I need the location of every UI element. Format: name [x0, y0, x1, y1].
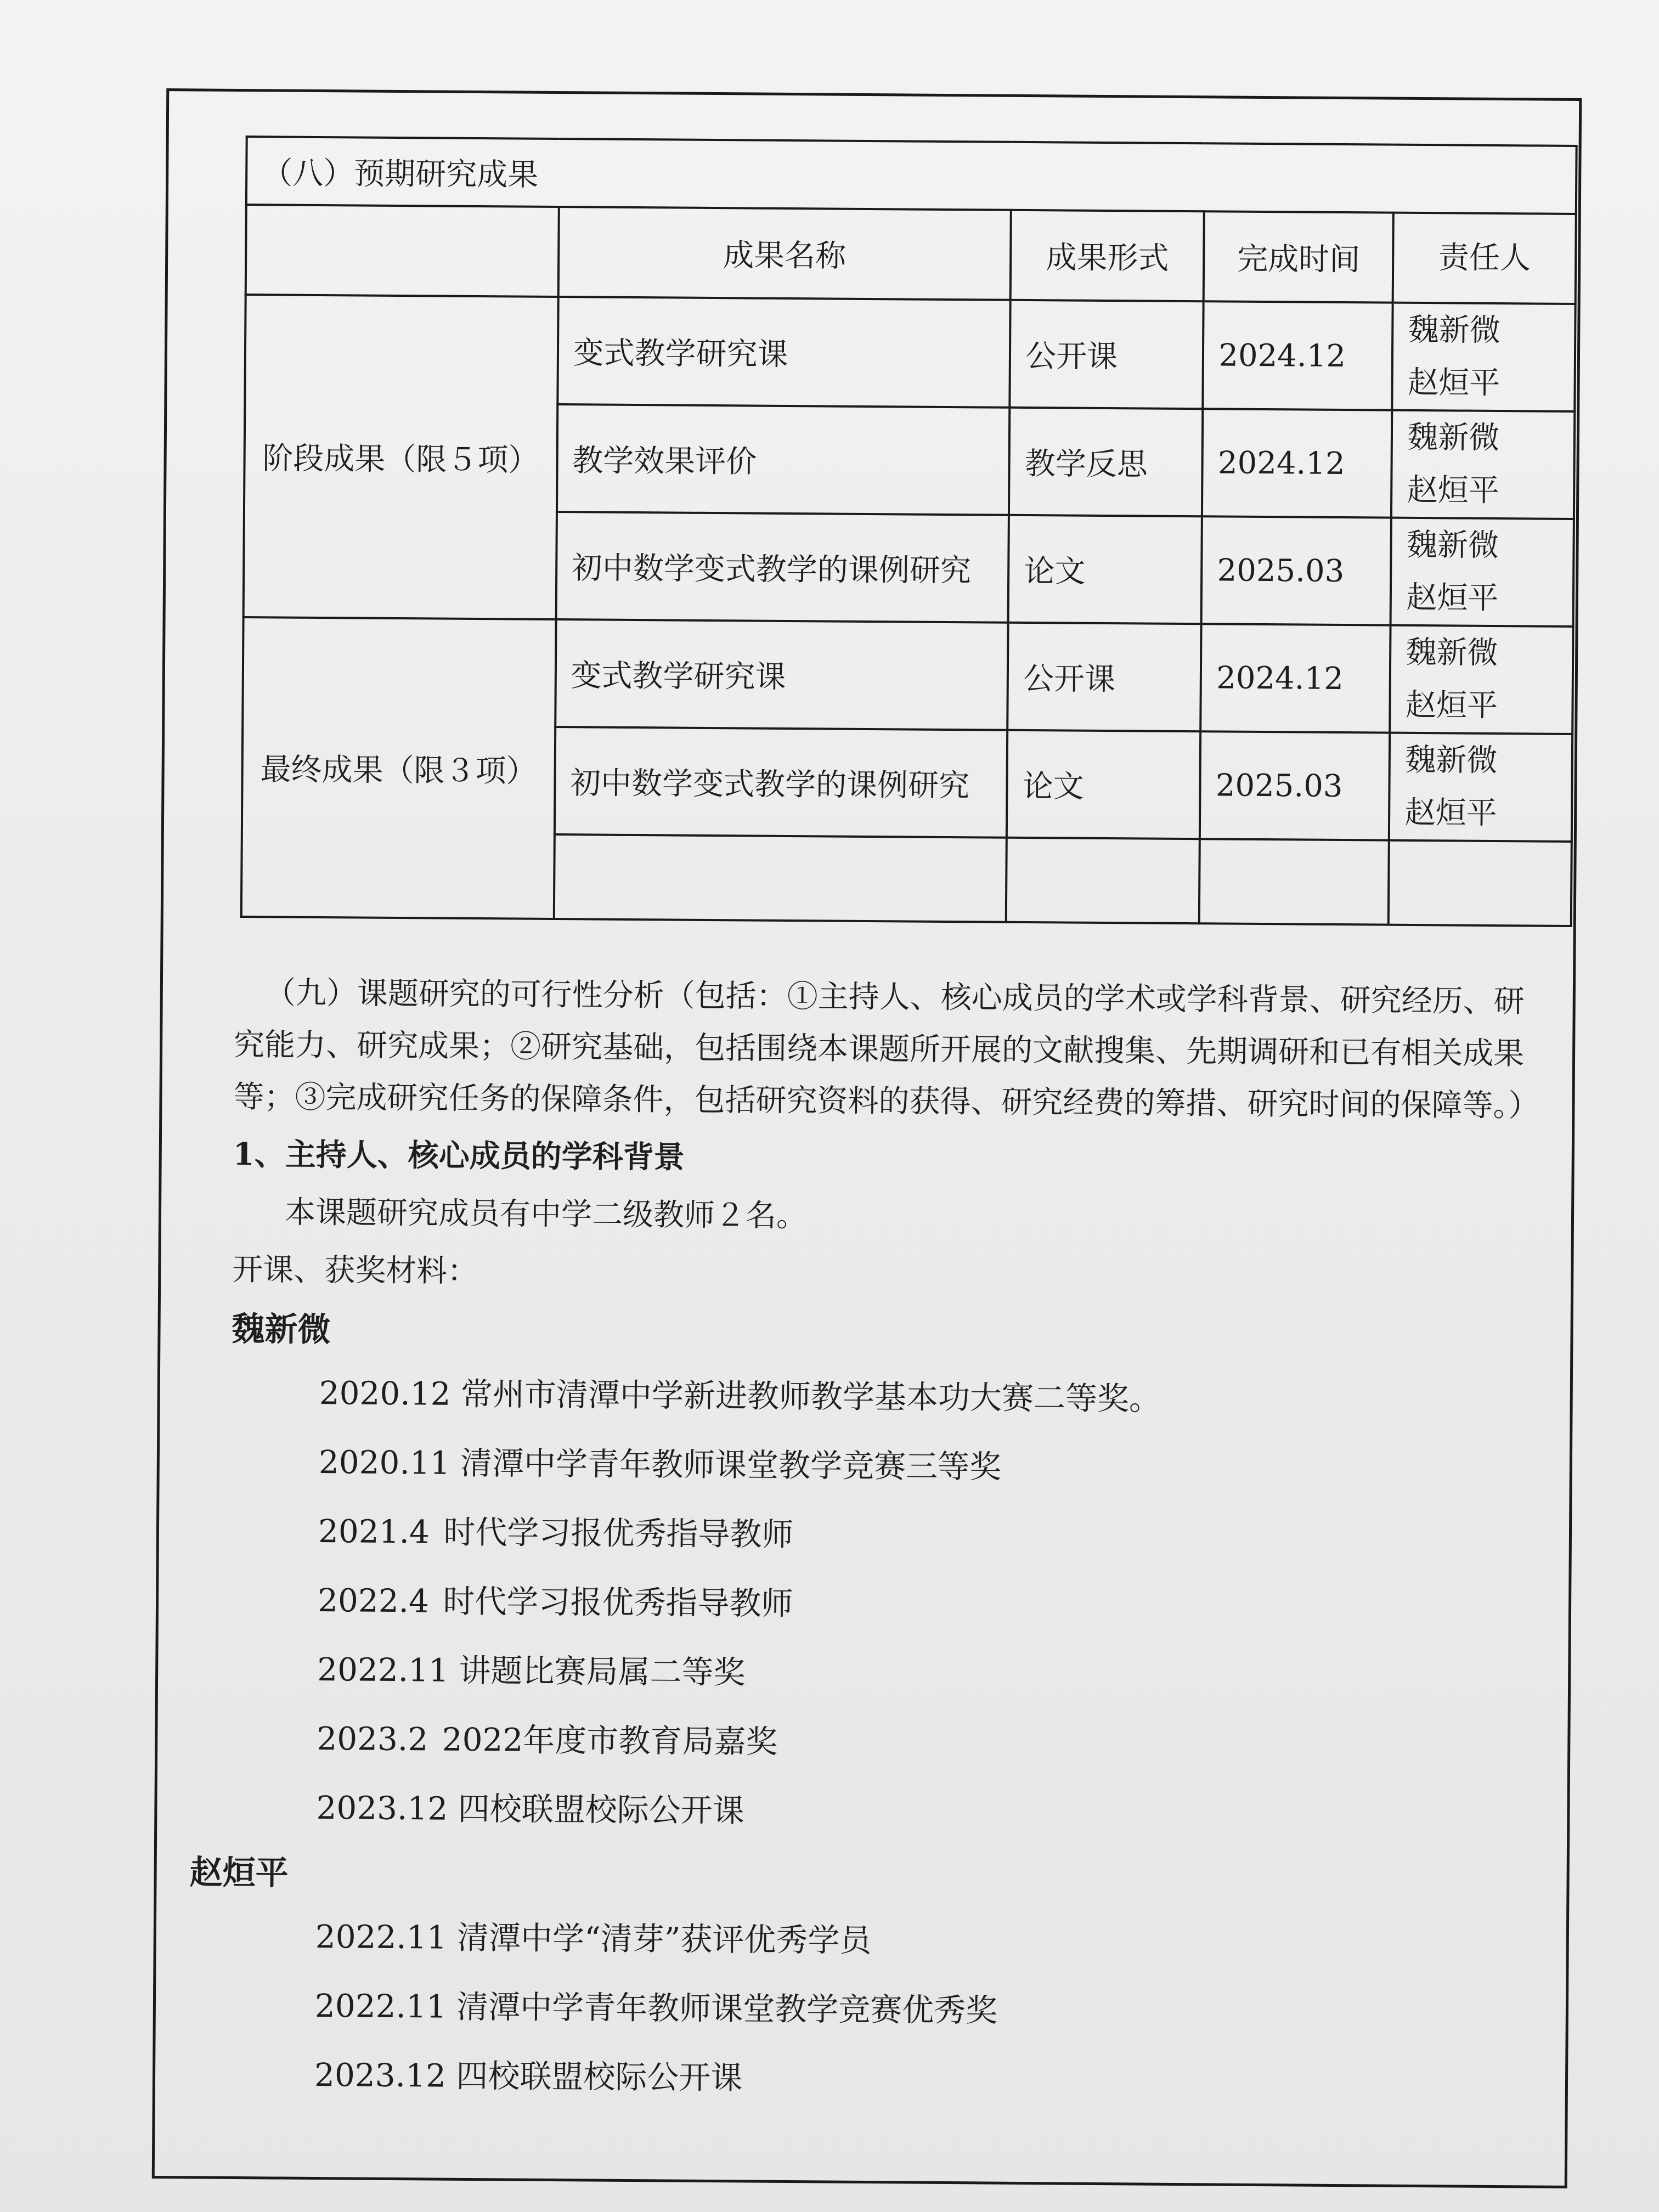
responsible-person: 魏新微 [1407, 419, 1500, 456]
result-name: 初中数学变式教学的课例研究 [556, 512, 1009, 623]
award-text: 清潭中学青年教师课堂教学竞赛三等奖 [460, 1444, 1002, 1486]
award-date: 2022.11 [314, 1987, 447, 2025]
award-text: 四校联盟校际公开课 [458, 1790, 744, 1830]
result-form: 论文 [1008, 515, 1203, 624]
table-row [245, 295, 1575, 411]
section9-intro: （九）课题研究的可行性分析（包括：①主持人、核心成员的学术或学科背景、研究经历、研究能力、研究成果；②研究基础，包括围绕本课题所开展的文献搜集、先期调研和已有相关成果等；③完成研究任务的保障条件，包括研究资料的获得、研究经费的筹措、研究时间的保障等。） [233, 975, 1539, 1124]
list-item [227, 1904, 1544, 1978]
responsible-person: 赵烜平 [1405, 687, 1498, 724]
responsible-person: 魏新微 [1406, 527, 1499, 564]
result-form: 教学反思 [1009, 408, 1203, 516]
list-item [229, 1637, 1547, 1711]
award-text: 时代学习报优秀指导教师 [443, 1582, 793, 1623]
award-date: 2022.11 [317, 1651, 449, 1689]
result-form: 公开课 [1010, 300, 1204, 409]
table-row [242, 617, 1573, 734]
responsible-person: 赵烜平 [1406, 579, 1499, 617]
result-time: 2024.12 [1201, 624, 1391, 732]
award-text: 清潭中学青年教师课堂教学竞赛优秀奖 [456, 1988, 998, 2029]
responsible-person: 魏新微 [1406, 634, 1498, 672]
list-item [230, 1429, 1548, 1503]
list-item [230, 1498, 1548, 1572]
result-name: 变式教学研究课 [555, 619, 1008, 730]
list-item [230, 1567, 1547, 1641]
list-item [229, 1706, 1546, 1780]
section9-heading-1: 1、主持人、核心成员的学科背景 [233, 1136, 685, 1176]
list-item [227, 1973, 1544, 2047]
award-date: 2022.11 [315, 1918, 447, 1956]
list-item [227, 2042, 1544, 2116]
result-time: 2025.03 [1200, 731, 1390, 840]
result-name: 教学效果评价 [557, 404, 1010, 515]
responsible-person: 魏新微 [1405, 742, 1498, 779]
person-name: 魏新微 [232, 1310, 331, 1350]
result-name: 变式教学研究课 [557, 297, 1011, 408]
materials-label: 开课、获奖材料： [232, 1251, 478, 1290]
result-form: 论文 [1007, 730, 1201, 839]
section8-title: （八）预期研究成果 [246, 137, 1577, 214]
result-responsible [1390, 625, 1573, 734]
award-text: 讲题比赛局属二等奖 [459, 1651, 746, 1691]
responsible-person: 赵烜平 [1404, 794, 1497, 832]
award-date: 2023.2 [317, 1720, 428, 1758]
award-date: 2021.4 [318, 1513, 430, 1551]
result-form: 公开课 [1007, 623, 1201, 731]
header-result-form: 成果形式 [1011, 210, 1204, 301]
stage-results-label: 阶段成果（限５项） [244, 295, 558, 619]
award-text: 四校联盟校际公开课 [456, 2057, 743, 2097]
header-result-name: 成果名称 [558, 207, 1011, 300]
responsible-person: 魏新微 [1408, 312, 1501, 349]
list-item [228, 1775, 1545, 1849]
responsible-person: 赵烜平 [1407, 364, 1500, 402]
expected-results-table [240, 136, 1578, 927]
award-list [228, 1360, 1548, 1849]
person-name: 赵烜平 [189, 1853, 289, 1893]
award-date: 2020.11 [318, 1443, 450, 1482]
result-responsible [1391, 410, 1575, 519]
award-date: 2020.12 [319, 1374, 451, 1413]
list-item [231, 1360, 1548, 1434]
header-empty-cell [246, 205, 559, 297]
header-responsible: 责任人 [1393, 213, 1576, 304]
responsible-person: 赵烜平 [1407, 472, 1499, 509]
award-date: 2023.12 [314, 2056, 447, 2095]
members-text: 本课题研究成员有中学二级教师２名。 [284, 1194, 808, 1234]
final-results-label: 最终成果（限３项） [241, 617, 556, 919]
empty-cell [1006, 838, 1200, 923]
result-name: 初中数学变式教学的课例研究 [554, 727, 1007, 838]
result-responsible [1392, 303, 1576, 411]
award-text: 清潭中学“清芽”获评优秀学员 [456, 1918, 872, 1960]
header-completion-time: 完成时间 [1204, 211, 1393, 302]
result-time: 2025.03 [1201, 516, 1391, 625]
empty-cell [554, 834, 1007, 922]
result-responsible [1389, 733, 1572, 842]
award-text: 2022年度市教育局嘉奖 [442, 1720, 778, 1760]
result-time: 2024.12 [1203, 301, 1393, 410]
page-frame [152, 88, 1582, 2188]
award-text: 时代学习报优秀指导教师 [443, 1513, 794, 1554]
award-date: 2023.12 [316, 1789, 448, 1827]
result-time: 2024.12 [1202, 409, 1392, 517]
award-date: 2022.4 [317, 1582, 430, 1620]
empty-cell [1389, 840, 1572, 926]
empty-cell [1199, 839, 1389, 924]
feasibility-section [189, 967, 1551, 2116]
award-text: 常州市清潭中学新进教师教学基本功大赛二等奖。 [460, 1375, 1161, 1418]
result-responsible [1391, 518, 1574, 627]
award-list [227, 1904, 1545, 2116]
